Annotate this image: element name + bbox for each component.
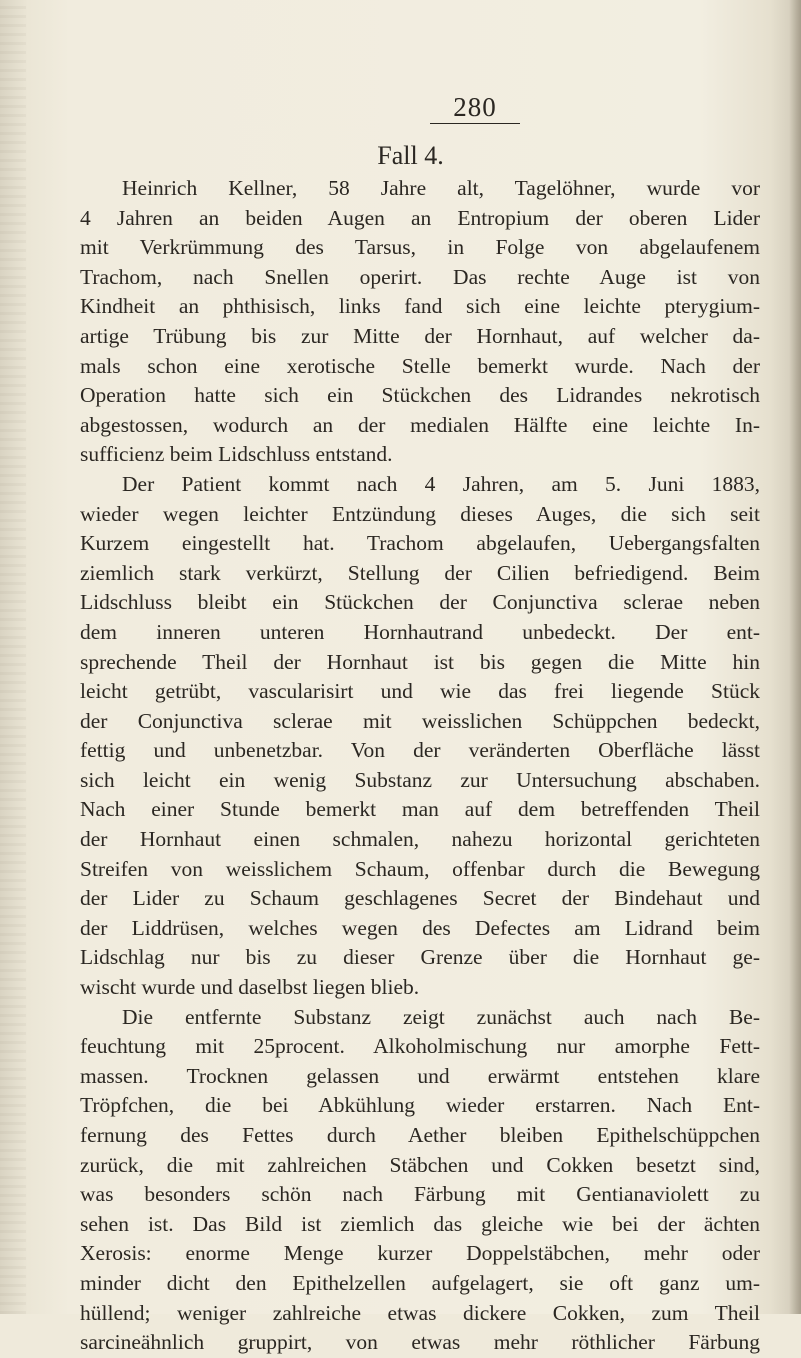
text-line: artige Trübung bis zur Mitte der Hornhaut, auf welcher da- — [80, 323, 760, 348]
text-line: hüllend; weniger zahlreiche etwas dickere Cokken, zum Theil — [80, 1300, 760, 1325]
text-line: abgestossen, wodurch an der medialen Hälfte eine leichte In- — [80, 412, 760, 437]
text-line: mit Verkrümmung des Tarsus, in Folge von abgelaufenem — [80, 235, 760, 260]
text-line: sarcineähnlich gruppirt, von etwas mehr röthlicher Färbung — [80, 1330, 760, 1355]
text-line: sich leicht ein wenig Substanz zur Untersuchung abschaben. — [80, 767, 760, 792]
text-line: leicht getrübt, vascularisirt und wie das frei liegende Stück — [80, 679, 760, 704]
text-line: sehen ist. Das Bild ist ziemlich das gleiche wie bei der ächten — [80, 1211, 760, 1236]
text-line: Die entfernte Substanz zeigt zunächst auch nach Be- — [122, 1004, 760, 1029]
text-line: fettig und unbenetzbar. Von der veränderten Oberfläche lässt — [80, 738, 760, 763]
text-line: der Hornhaut einen schmalen, nahezu horizontal gerichteten — [80, 827, 760, 852]
text-line: Lidschluss bleibt ein Stückchen der Conjunctiva sclerae neben — [80, 590, 760, 615]
text-line: der Conjunctiva sclerae mit weisslichen Schüppchen bedeckt, — [80, 708, 760, 733]
body-text — [80, 174, 760, 1358]
text-line: dem inneren unteren Hornhautrand unbedeckt. Der ent- — [80, 619, 760, 644]
text-line: wischt wurde und daselbst liegen blieb. — [80, 975, 420, 1000]
text-line: sufficienz beim Lidschluss entstand. — [80, 442, 393, 467]
text-line: Heinrich Kellner, 58 Jahre alt, Tagelöhner, wurde vor — [122, 176, 760, 200]
text-line: Der Patient kommt nach 4 Jahren, am 5. Juni 1883, — [122, 471, 760, 496]
text-line: sprechende Theil der Hornhaut ist bis gegen die Mitte hin — [80, 649, 760, 674]
text-line: Operation hatte sich ein Stückchen des Lidrandes nekrotisch — [80, 383, 760, 408]
page-number: 280 — [430, 92, 520, 124]
text-line: mals schon eine xerotische Stelle bemerkt wurde. Nach der — [80, 353, 760, 378]
case-heading: Fall 4. — [377, 141, 444, 170]
text-line: ziemlich stark verkürzt, Stellung der Cilien befriedigend. Beim — [80, 560, 760, 585]
text-line: 4 Jahren an beiden Augen an Entropium der oberen Lider — [80, 205, 760, 230]
text-line: was besonders schön nach Färbung mit Gentianaviolett zu — [80, 1182, 760, 1207]
text-line: Xerosis: enorme Menge kurzer Doppelstäbchen, mehr oder — [80, 1241, 760, 1266]
text-line: Trachom, nach Snellen operirt. Das rechte Auge ist von — [80, 264, 760, 289]
binding-edge — [0, 0, 26, 1314]
text-line: Nach einer Stunde bemerkt man auf dem betreffenden Theil — [80, 797, 760, 822]
text-line: minder dicht den Epithelzellen aufgelagert, sie oft ganz um- — [80, 1270, 760, 1295]
page-edge-shadow — [789, 0, 801, 1314]
text-line: Tröpfchen, die bei Abkühlung wieder erstarren. Nach Ent- — [80, 1093, 760, 1118]
text-line: Kurzem eingestellt hat. Trachom abgelaufen, Uebergangsfalten — [80, 531, 760, 556]
text-line: fernung des Fettes durch Aether bleiben Epithelschüppchen — [80, 1123, 760, 1147]
text-line: Kindheit an phthisisch, links fand sich eine leichte pterygium- — [80, 294, 760, 319]
text-line: der Liddrüsen, welches wegen des Defectes am Lidrand beim — [80, 915, 760, 940]
text-line: Streifen von weisslichem Schaum, offenbar durch die Bewegung — [80, 856, 760, 881]
text-line: feuchtung mit 25procent. Alkoholmischung nur amorphe Fett- — [80, 1034, 760, 1059]
text-line: zurück, die mit zahlreichen Stäbchen und Cokken besetzt sind, — [80, 1152, 760, 1177]
text-line: Lidschlag nur bis zu dieser Grenze über die Hornhaut ge- — [80, 945, 760, 970]
text-line: der Lider zu Schaum geschlagenes Secret der Bindehaut und — [80, 886, 760, 911]
text-line: massen. Trocknen gelassen und erwärmt entstehen klare — [80, 1063, 760, 1088]
text-line: wieder wegen leichter Entzündung dieses Auges, die sich seit — [80, 501, 760, 526]
